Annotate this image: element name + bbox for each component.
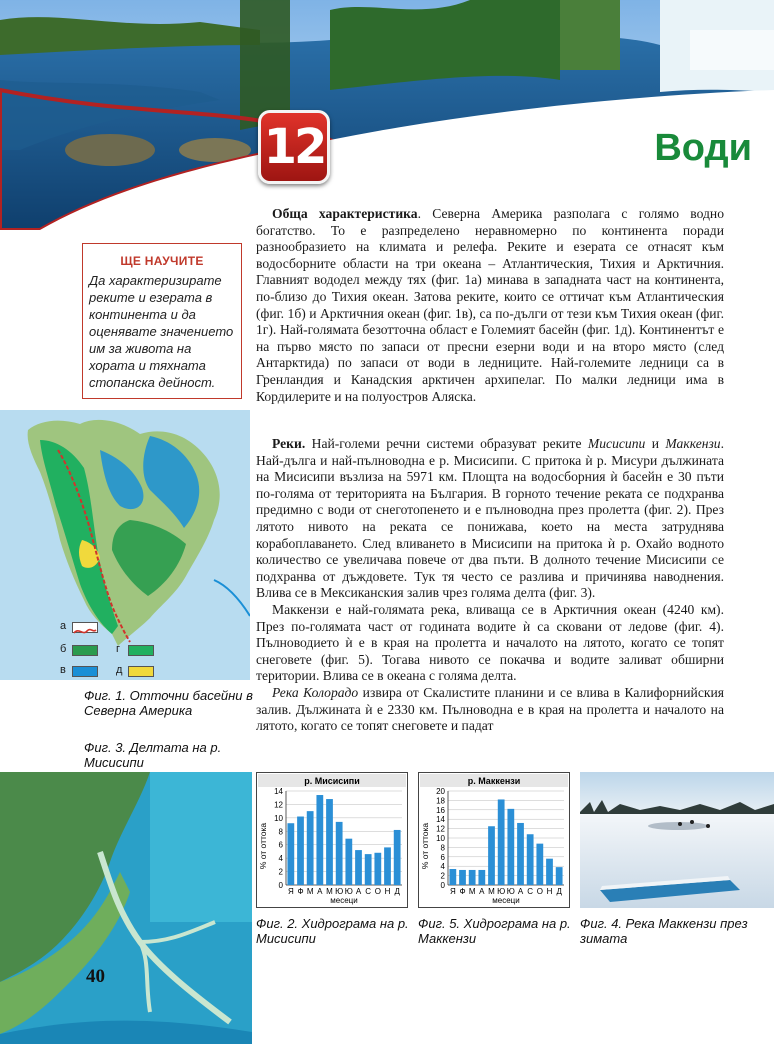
paragraph-mississippi <box>256 436 724 602</box>
x-tick-label: Ю <box>344 887 353 896</box>
y-tick-label: 6 <box>278 840 283 850</box>
bar <box>556 867 563 885</box>
y-tick-label: 2 <box>278 867 283 877</box>
bar <box>287 823 294 885</box>
y-tick-label: 8 <box>440 843 445 853</box>
bar <box>326 799 333 885</box>
x-tick-label: О <box>374 887 381 896</box>
y-tick-label: 6 <box>440 852 445 862</box>
x-tick-label: Ф <box>459 887 466 896</box>
figure-2-caption: Фиг. 2. Хидрограма на р. Мисисипи <box>256 916 409 946</box>
y-tick-label: 4 <box>440 862 445 872</box>
paragraph-rivers-text-b: . Най-дълга и най-пълноводна е р. Мисисипи. С притока ѝ р. Мисури дължината на Мисисипи възлиза на 5971 км. Площта на водосборния ѝ басейн е 30 пъти по-голяма от територията на България. В горното течение реката се подхранва предимно с води от снеготопенето и е пълноводна през пролетта (фиг. 2). През лятото нивото на реката се понижава, което на места затруднява корабоплаването. След вливането в Мисисипи на притока ѝ р. Охайо водното количество се увеличава повече от два пъти. В долното течение Мисисипи се подхранва от дъждовете. Тук тя често се разлива и причинява наводнения. Влива се в Мексиканския залив чрез голяма делта (фиг. 3). <box>256 436 724 601</box>
paragraph-general-text: . Северна Америка разполага с голямо водно богатство. То е разпределено неравномерно по континента поради разнообразието на климата и релефа. Реките и езерата се отнасят към водосборните области на три океана – Атлантическия, Тихия и Арктичния. Главният вододел между тях (фиг. 1а) минава в западната част на континента, по-близо до Тихия океан. Затова реките, които се оттичат към Атлантическия (фиг. 1б) и Арктичния океан (фиг. 1в), са по-дълги от тези към Тихия океан (фиг. 1г). Най-голямата безотточна област е Големият басейн (фиг. 1д). Континентът е на първо място по запаси от пресни езерни води и на второ място (след Антарктида) по запаси от води в ледниците. Най-големите ледници са в Гренландия и Канадския арктичен архипелаг. По малки ледници има в Кордилерите и на полуостров Аляска. <box>256 206 724 404</box>
figure-1-caption: Фиг. 1. Отточни басейни в Северна Америка <box>84 688 253 718</box>
bar <box>507 809 514 885</box>
x-tick-label: Я <box>287 887 294 896</box>
x-tick-label: М <box>306 887 314 896</box>
x-tick-label: Д <box>394 887 400 896</box>
legend-swatch-pacific <box>128 645 154 656</box>
paragraph-mackenzie-text: Маккензи е най-голямата река, вливаща се в Арктичния океан (4240 км). През по-голямата част от годината водите ѝ са сковани от ледове (фиг. 4). Пълноводието ѝ е в края на пролетта и началото на лятото, когато се топят снеговете (фиг. 5). Тогава нивото се покачва и водите заливат обширни територии. Влива се в океана с голяма делта. <box>256 601 724 684</box>
learning-objectives-text: Да характеризирате реките и езерата в континента и да оценявате значението им за живота на хората и тяхната стопанска дейност. <box>89 273 234 390</box>
bar <box>459 870 466 885</box>
y-tick-label: 14 <box>274 787 283 796</box>
chart-title: р. Мисисипи <box>304 776 360 786</box>
bar <box>527 834 534 885</box>
bar <box>536 844 543 885</box>
figure-4-caption: Фиг. 4. Река Маккензи през зимата <box>580 916 748 946</box>
mississippi-delta-image <box>0 772 252 1044</box>
y-tick-label: 12 <box>274 800 283 810</box>
bar <box>307 811 314 885</box>
x-tick-label: А <box>317 887 323 896</box>
y-tick-label: 18 <box>436 796 445 806</box>
legend-label-a: а <box>60 620 67 632</box>
y-tick-label: 10 <box>436 834 445 843</box>
paragraph-rivers-and: и <box>645 436 666 451</box>
figure-5-caption: Фиг. 5. Хидрограма на р. Маккензи <box>418 916 571 946</box>
y-tick-label: 16 <box>436 805 445 815</box>
bar <box>336 822 343 885</box>
x-tick-label: Н <box>384 887 391 896</box>
bar <box>316 795 323 885</box>
legend-swatch-arctic <box>72 666 98 677</box>
x-axis-label: месеци <box>492 896 520 905</box>
x-tick-label: Ю <box>335 887 344 896</box>
y-tick-label: 20 <box>436 787 445 796</box>
x-tick-label: М <box>488 887 495 896</box>
legend-label-d: д <box>116 664 123 676</box>
learning-objectives-title: ЩЕ НАУЧИТЕ <box>120 254 204 268</box>
x-tick-label: А <box>355 887 362 896</box>
x-tick-label: Н <box>546 887 553 896</box>
figure-3-caption: Фиг. 3. Делтата на р. Мисисипи <box>84 740 222 770</box>
bar <box>355 850 362 885</box>
y-tick-label: 4 <box>278 854 283 864</box>
paragraph-rivers-text-a: Най-големи речни системи образуват реките <box>305 436 588 451</box>
page-number: 40 <box>86 966 105 987</box>
river-name-mississippi: Мисисипи <box>587 436 646 451</box>
y-tick-label: 0 <box>440 881 445 890</box>
x-tick-label: Ю <box>506 887 515 896</box>
x-tick-label: Я <box>449 887 456 896</box>
bar <box>488 826 495 885</box>
paragraph-mackenzie <box>256 602 724 685</box>
map-graphic <box>0 410 250 680</box>
paragraph-colorado <box>256 685 724 735</box>
bar <box>345 839 352 885</box>
x-axis-label: месеци <box>330 896 358 905</box>
legend-swatch-inland <box>128 666 154 677</box>
y-tick-label: 10 <box>274 813 283 823</box>
x-tick-label: М <box>326 887 333 896</box>
chapter-title: Води <box>654 127 752 169</box>
header-photo-collage <box>0 0 774 230</box>
legend-swatch-atlantic <box>72 645 98 656</box>
legend-label-v: в <box>60 664 66 676</box>
bar <box>394 830 401 885</box>
bar <box>517 823 524 885</box>
legend-label-g: г <box>116 643 121 655</box>
paragraph-general <box>256 206 724 405</box>
bar <box>384 847 391 885</box>
x-tick-label: Д <box>556 887 562 896</box>
river-name-colorado: Река Колорадо <box>272 684 359 700</box>
y-tick-label: 2 <box>440 871 445 881</box>
y-tick-label: 12 <box>436 824 445 834</box>
paragraph-general-lead: Обща характеристика <box>272 206 418 221</box>
x-tick-label: А <box>517 887 524 896</box>
y-axis-label: % от оттока <box>258 822 268 870</box>
bar <box>374 853 381 885</box>
y-axis-label: % от оттока <box>420 822 430 870</box>
chapter-header <box>0 0 774 230</box>
x-tick-label: С <box>365 887 372 896</box>
bar <box>478 870 485 885</box>
x-tick-label: С <box>527 887 534 896</box>
chart-title: р. Маккензи <box>467 776 521 786</box>
x-tick-label: М <box>468 887 476 896</box>
bar <box>297 817 304 885</box>
y-tick-label: 0 <box>278 881 283 890</box>
x-tick-label: Ю <box>497 887 506 896</box>
bar <box>498 799 505 885</box>
bar <box>365 854 372 885</box>
river-name-mackenzie: Маккензи <box>665 436 721 451</box>
x-tick-label: Ф <box>297 887 304 896</box>
bar <box>469 870 476 885</box>
hydrograph-mackenzie <box>418 772 570 908</box>
hydrograph-mississippi <box>256 772 408 908</box>
legend-swatch-divide <box>72 622 98 633</box>
mackenzie-winter-photo <box>580 772 774 908</box>
paragraph-colorado-text: извира от Скалистите планини и се влива в Калифорнийския залив. Дължината ѝ е 2330 км. Пълноводна е в края на пролетта и началото на лятото, когато се топят снеговете и падат <box>256 684 724 734</box>
x-tick-label: А <box>479 887 485 896</box>
y-tick-label: 14 <box>436 815 445 825</box>
bar <box>546 859 553 885</box>
paragraph-rivers <box>256 436 724 735</box>
legend-label-b: б <box>60 643 67 655</box>
paragraph-rivers-lead: Реки. <box>272 436 306 451</box>
bar <box>449 869 456 885</box>
chapter-number-badge: 12 <box>258 110 330 184</box>
y-tick-label: 8 <box>278 827 283 837</box>
x-tick-label: О <box>536 887 543 896</box>
learning-objectives-box <box>82 243 242 399</box>
drainage-basins-map <box>0 410 250 680</box>
